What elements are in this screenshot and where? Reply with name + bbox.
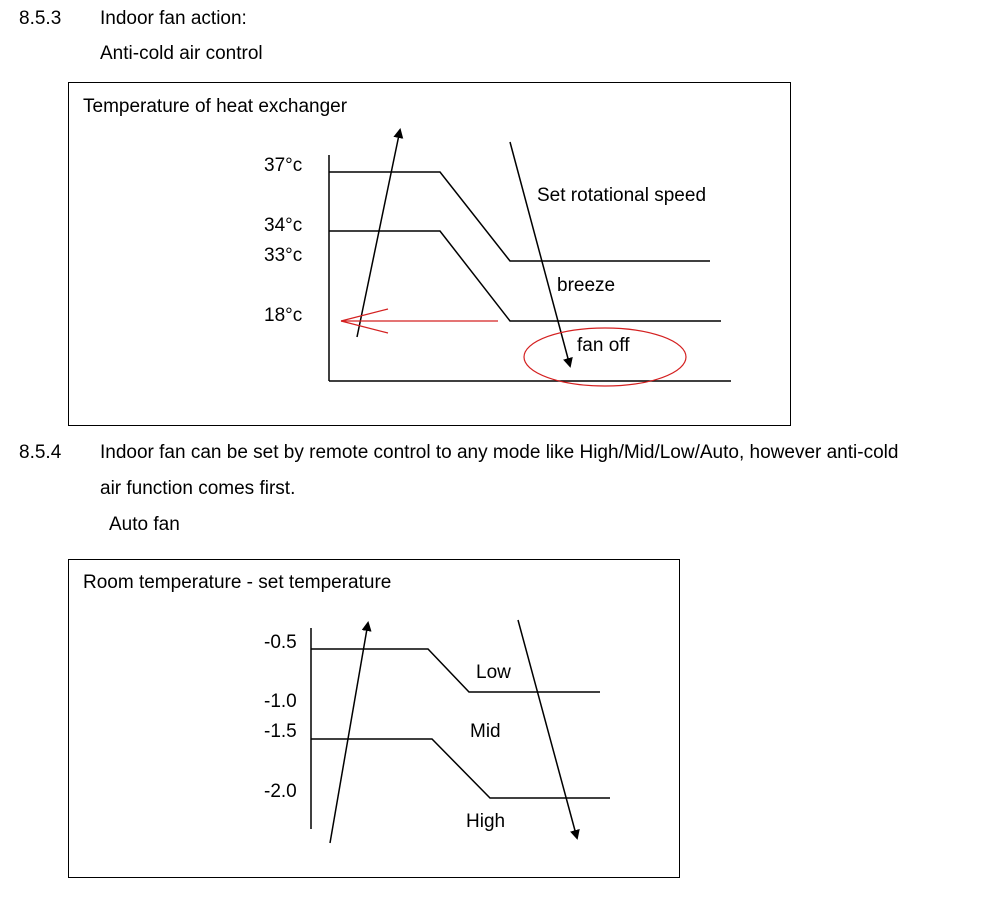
low-threshold-line <box>311 649 600 692</box>
low-label: Low <box>476 662 511 683</box>
red-arrowhead-upper <box>341 309 388 321</box>
rising-arrow <box>357 130 400 337</box>
fan-off-highlight-ellipse <box>524 328 686 386</box>
rising-arrow <box>330 623 368 843</box>
temp-label-33: 33°c <box>264 245 303 266</box>
diagram-title: Room temperature - set temperature <box>83 572 392 593</box>
value-label-minus-1-5: -1.5 <box>264 721 297 742</box>
fan-off-label: fan off <box>577 335 630 356</box>
mid-threshold-line <box>311 739 610 798</box>
breeze-threshold-line <box>329 231 721 321</box>
red-arrowhead-lower <box>341 321 388 333</box>
section-text-line1: Indoor fan can be set by remote control to any mode like High/Mid/Low/Auto, however anti-cold <box>100 442 899 463</box>
breeze-label: breeze <box>557 275 616 296</box>
section-text-line2: air function comes first. <box>100 478 296 499</box>
temp-label-34: 34°c <box>264 215 303 236</box>
section-number: 8.5.3 <box>19 8 62 29</box>
section-subtitle: Auto fan <box>109 514 180 535</box>
set-speed-threshold-line <box>329 172 710 261</box>
temp-label-37: 37°c <box>264 155 303 176</box>
section-title: Indoor fan action: <box>100 8 247 29</box>
temp-label-18: 18°c <box>264 305 303 326</box>
diagram-title: Temperature of heat exchanger <box>83 96 348 117</box>
set-speed-label: Set rotational speed <box>537 185 707 206</box>
value-label-minus-1-0: -1.0 <box>264 691 297 712</box>
section-subtitle: Anti-cold air control <box>100 43 263 64</box>
high-label: High <box>466 811 506 832</box>
mid-label: Mid <box>470 721 501 742</box>
falling-arrow <box>518 620 577 838</box>
value-label-minus-0-5: -0.5 <box>264 632 297 653</box>
section-number: 8.5.4 <box>19 442 62 463</box>
value-label-minus-2-0: -2.0 <box>264 781 297 802</box>
